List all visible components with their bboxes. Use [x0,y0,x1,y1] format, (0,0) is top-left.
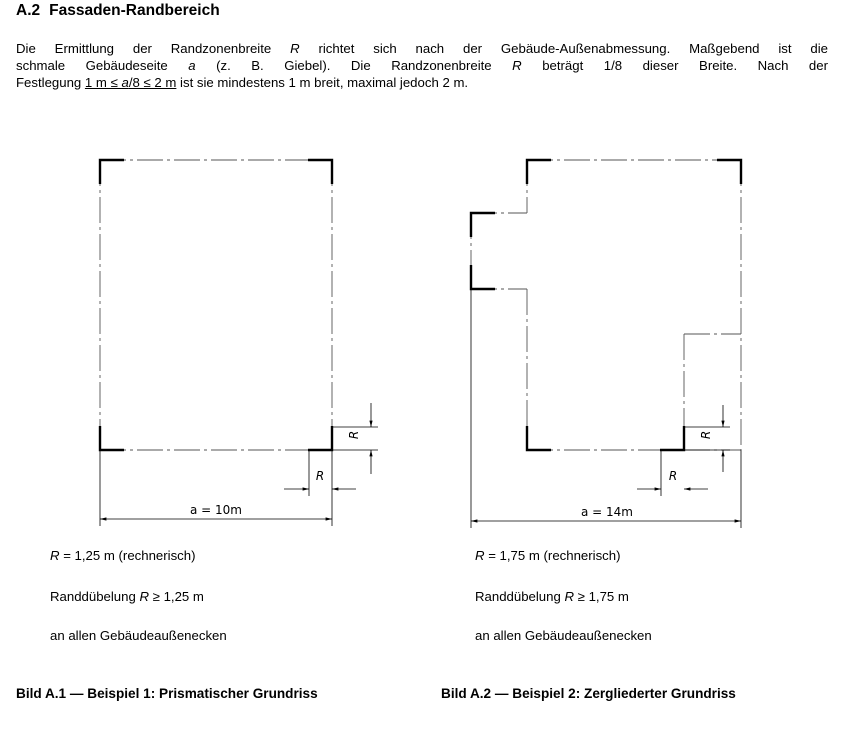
figure2-r-value [475,548,621,563]
figure1-r-value [50,548,196,563]
text-span: ≥ 1,25 m [149,589,204,604]
text-span: schmale Gebäudeseite [16,58,189,73]
figure2-dimension-label: a = 14m [581,505,633,519]
text-span: beträgt 1/8 dieser Breite. Nach der [521,58,828,73]
var-r: R [512,58,522,73]
var-r: R [139,589,149,604]
var-r: R [290,41,300,56]
var-a: a [188,58,196,73]
figure1-plan [100,160,378,526]
figure1-outline [100,160,332,450]
text-span: = 1,25 m (rechnerisch) [59,548,196,563]
figure2-corner-marks [471,160,741,450]
var-r: R [50,548,60,563]
text-span: Randdübelung [50,589,140,604]
text-span: 1 m ≤ [84,75,122,90]
text-span: = 1,75 m (rechnerisch) [484,548,621,563]
text-span: richtet sich nach der Gebäude-Außenabmessung. Maßgebend ist die [299,41,828,56]
var-a: a [121,75,129,90]
text-span: Die Ermittlung der Randzonenbreite [16,41,291,56]
text-span: Randdübelung [475,589,565,604]
text-span: /8 ≤ 2 m [128,75,177,90]
figure2-dimension-lines [471,289,741,528]
text-span: ist sie mindestens 1 m breit, maximal jedoch 2 m. [176,75,469,90]
text-span: ≥ 1,75 m [574,589,629,604]
figure2-anchoring [475,589,629,604]
figure2-r-vertical: R [699,430,713,440]
var-r: R [475,548,485,563]
figure2-plan [471,160,741,528]
figure2-caption: Bild A.2 — Beispiel 2: Zergliederter Grundriss [441,686,736,701]
section-title: Fassaden-Randbereich [49,2,220,19]
text-span: (z. B. Giebel). Die Randzonenbreite [195,58,513,73]
figure1-r-vertical: R [347,430,361,440]
figure1-caption: Bild A.1 — Beispiel 1: Prismatischer Grundriss [16,686,318,701]
text-span: Festlegung [16,75,85,90]
figure1-r-horizontal: R [315,469,325,483]
figure1-anchoring [50,589,204,604]
figure1-corner-marks [100,160,332,450]
figure1-corners-note: an allen Gebäudeaußenecken [50,628,227,643]
figure2-corners-note: an allen Gebäudeaußenecken [475,628,652,643]
section-number: A.2 [16,2,41,19]
figure1-dimension-label: a = 10m [190,503,242,517]
figure2-outline [471,160,741,450]
var-r: R [564,589,574,604]
figure2-r-horizontal: R [668,469,678,483]
